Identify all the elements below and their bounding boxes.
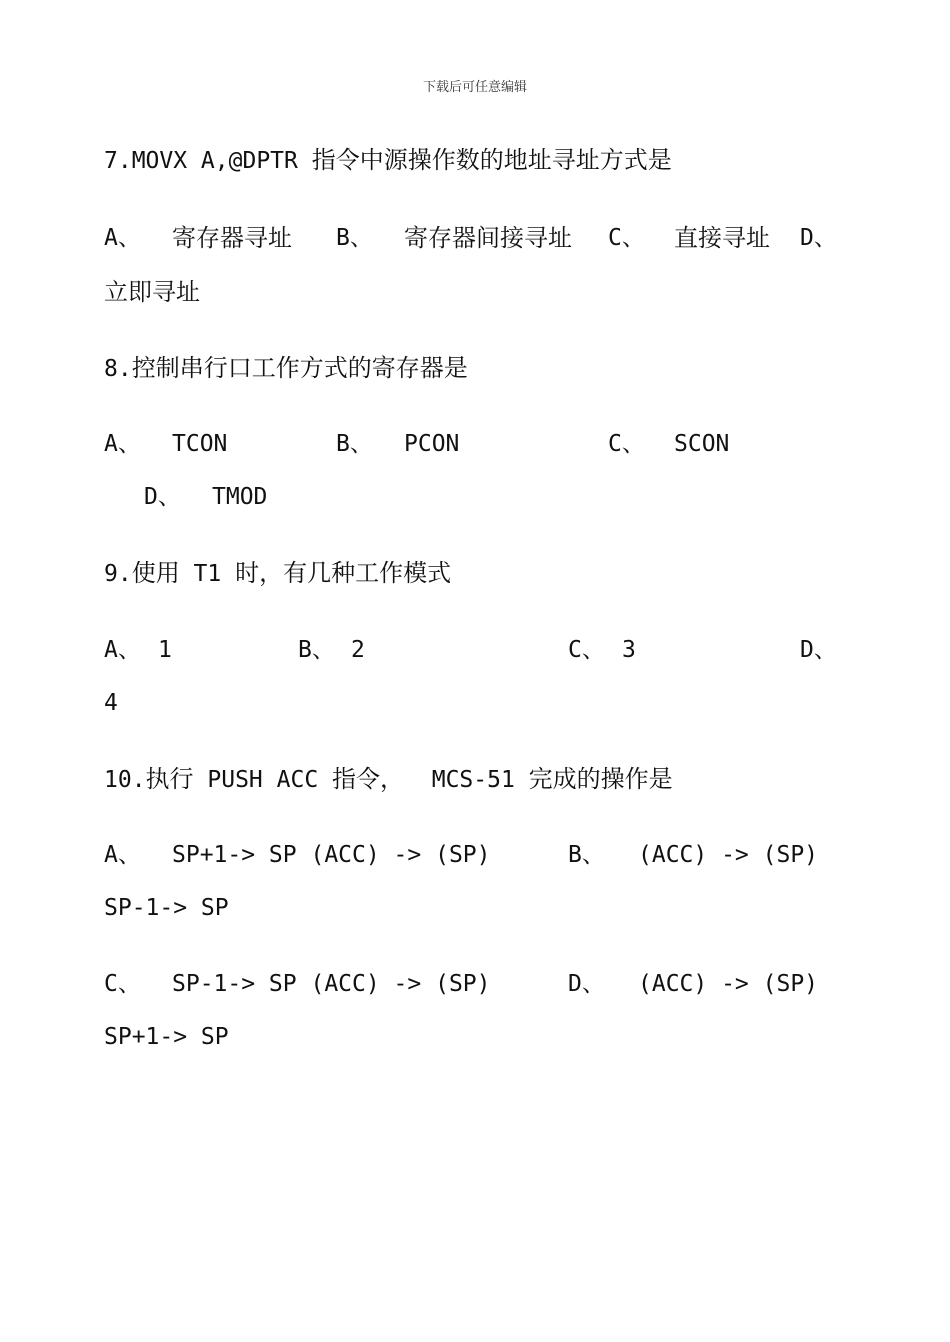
question-10-text-part3: 完成的操作是: [528, 765, 673, 793]
q9-option-c-text: 3: [622, 637, 636, 663]
question-8-prefix: 8.: [104, 356, 132, 382]
q7-option-c-text: 直接寻址: [674, 224, 770, 252]
q10-option-b-text-continued: SP-1-> SP: [104, 895, 229, 921]
q10-option-a-label: A、: [104, 842, 141, 868]
question-10-prefix: 10.: [104, 767, 146, 793]
question-10-code1: PUSH ACC: [193, 767, 333, 793]
q7-option-a-text: 寄存器寻址: [172, 224, 292, 252]
q7-option-c-label: C、: [608, 225, 645, 251]
question-7: [104, 144, 672, 177]
q7-option-d-text: 立即寻址: [104, 278, 200, 306]
question-7-prefix: 7.MOVX A,@DPTR: [104, 148, 312, 174]
question-10-code2: MCS-51: [404, 767, 529, 793]
q10-option-d-label: D、: [568, 971, 605, 997]
q8-option-a-text: TCON: [172, 431, 228, 457]
q10-option-a-text: SP+1-> SP (ACC) -> (SP): [172, 842, 491, 868]
q8-option-b-text: PCON: [404, 431, 460, 457]
q7-option-d-label: D、: [800, 225, 837, 251]
question-9: [104, 557, 451, 590]
q10-option-c-label: C、: [104, 971, 141, 997]
q8-option-c-text: SCON: [674, 431, 730, 457]
question-7-text: 指令中源操作数的地址寻址方式是: [311, 146, 672, 174]
page-header: 下载后可任意编辑: [422, 80, 527, 95]
q10-option-b-label: B、: [568, 842, 605, 868]
q10-option-d-text: (ACC) -> (SP): [638, 971, 819, 997]
q9-option-b-text: 2: [351, 637, 365, 663]
question-8-text: 控制串行口工作方式的寄存器是: [131, 354, 468, 382]
question-10-text-part2: 指令，: [332, 765, 405, 793]
question-10: [104, 763, 673, 796]
question-9-code: T1: [179, 561, 236, 587]
question-9-text-part1: 使用: [131, 559, 180, 587]
q8-option-a-label: A、: [104, 431, 141, 457]
q9-option-b-label: B、: [298, 637, 335, 663]
q9-option-d-text: 4: [104, 690, 118, 716]
q10-option-d-text-continued: SP+1-> SP: [104, 1024, 229, 1050]
question-10-text-part1: 执行: [145, 765, 194, 793]
q10-option-c-text: SP-1-> SP (ACC) -> (SP): [172, 971, 491, 997]
q7-option-b-text: 寄存器间接寻址: [404, 224, 572, 252]
question-9-prefix: 9.: [104, 561, 132, 587]
q7-option-a-label: A、: [104, 225, 141, 251]
q7-option-b-label: B、: [336, 225, 373, 251]
q8-option-c-label: C、: [608, 431, 645, 457]
q8-option-d-text: TMOD: [212, 484, 268, 510]
q8-option-b-label: B、: [336, 431, 373, 457]
q10-option-b-text: (ACC) -> (SP): [638, 842, 819, 868]
question-8: [104, 352, 468, 385]
q9-option-c-label: C、: [568, 637, 605, 663]
question-9-text-part2: 时，有几种工作模式: [235, 559, 452, 587]
q8-option-d-label: D、: [144, 484, 181, 510]
q9-option-d-label: D、: [800, 637, 837, 663]
q9-option-a-label: A、: [104, 637, 141, 663]
q9-option-a-text: 1: [158, 637, 172, 663]
